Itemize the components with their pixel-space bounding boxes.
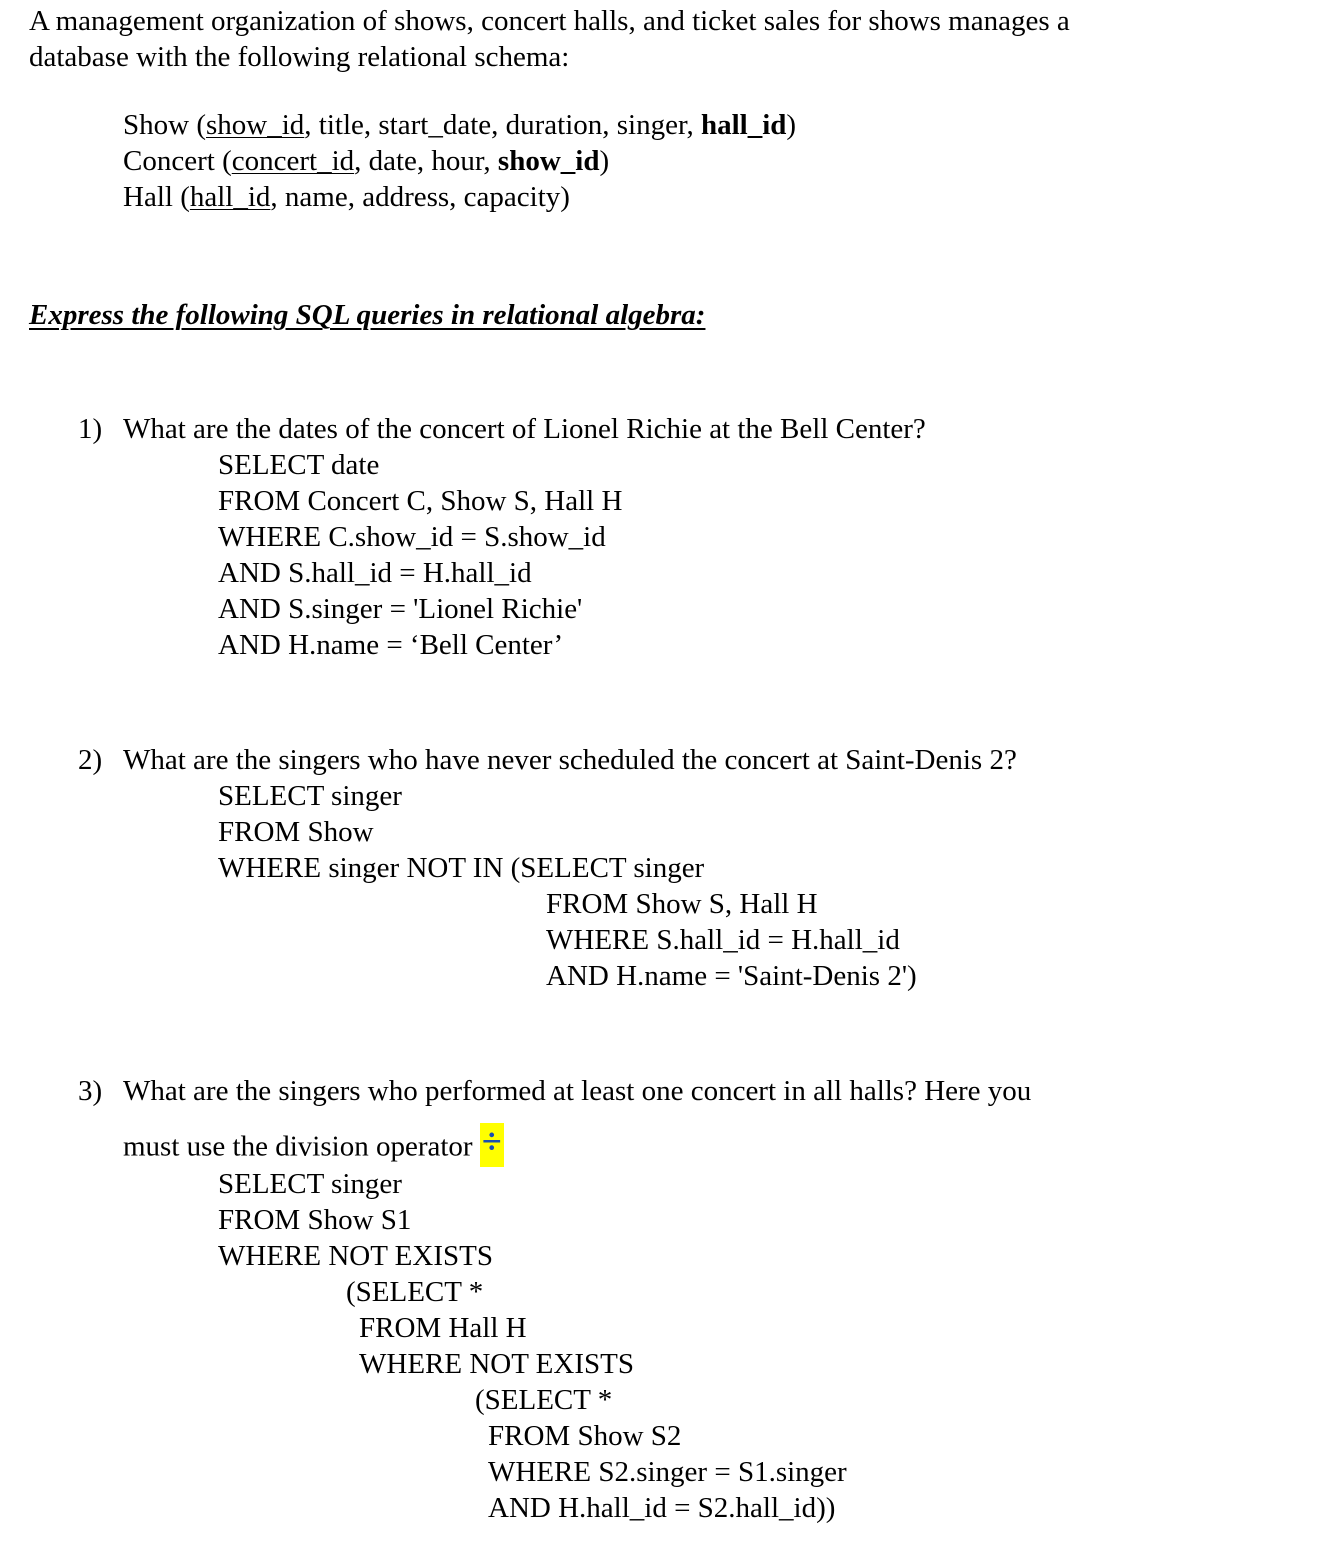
schema-concert-attributes: , date, hour, xyxy=(354,145,498,177)
q3-number: 3) xyxy=(78,1075,103,1107)
schema-concert-name: Concert xyxy=(123,145,215,177)
q2-sql-line: WHERE S.hall_id = H.hall_id xyxy=(546,924,900,956)
intro-line-1: A management organization of shows, concert halls, and ticket sales for shows manages a xyxy=(29,5,1070,37)
q3-sql-line: WHERE NOT EXISTS xyxy=(359,1348,634,1380)
schema-show-close: ) xyxy=(786,109,797,141)
schema-concert-open: ( xyxy=(214,145,232,177)
q3-question-line-2-text: must use the division operator xyxy=(123,1130,480,1163)
q1-number: 1) xyxy=(78,413,103,445)
q2-sql-line: WHERE singer NOT IN (SELECT singer xyxy=(218,852,705,884)
q3-sql-line: (SELECT * xyxy=(475,1384,613,1416)
schema-show-name: Show xyxy=(123,109,190,141)
q3-sql-line: AND H.hall_id = S2.hall_id)) xyxy=(488,1492,836,1524)
division-operator-icon: ÷ xyxy=(480,1123,504,1167)
q1-sql-line: SELECT date xyxy=(218,449,380,481)
q3-sql-line: WHERE S2.singer = S1.singer xyxy=(488,1456,847,1488)
schema-show-open: ( xyxy=(189,109,206,141)
schema-show xyxy=(123,107,796,143)
q3-sql-line: FROM Show S1 xyxy=(218,1204,412,1236)
schema-hall xyxy=(123,179,570,215)
q2-sql-line: SELECT singer xyxy=(218,780,402,812)
schema-concert-foreign-key: show_id xyxy=(497,145,600,177)
schema-concert-key: concert_id xyxy=(231,145,355,177)
q1-sql-line: AND S.hall_id = H.hall_id xyxy=(218,557,532,589)
schema-concert xyxy=(123,143,609,179)
schema-hall-name: Hall xyxy=(123,181,173,213)
schema-show-foreign-key: hall_id xyxy=(700,109,787,141)
q1-sql-line: FROM Concert C, Show S, Hall H xyxy=(218,485,623,517)
q3-sql-line: FROM Hall H xyxy=(359,1312,527,1344)
q2-sql-line: FROM Show S, Hall H xyxy=(546,888,818,920)
q2-question: What are the singers who have never scheduled the concert at Saint-Denis 2? xyxy=(123,744,1017,776)
q3-sql-line: (SELECT * xyxy=(346,1276,484,1308)
q1-sql-line: AND S.singer = 'Lionel Richie' xyxy=(218,593,583,625)
schema-show-key: show_id xyxy=(206,109,305,141)
schema-hall-attributes: , name, address, capacity) xyxy=(270,181,570,213)
schema-concert-close: ) xyxy=(599,145,610,177)
q1-sql-line: WHERE C.show_id = S.show_id xyxy=(218,521,606,553)
q3-question-line-2 xyxy=(123,1121,504,1163)
schema-show-attributes: , title, start_date, duration, singer, xyxy=(304,109,701,141)
q3-sql-line: SELECT singer xyxy=(218,1168,402,1200)
q3-sql-line: WHERE NOT EXISTS xyxy=(218,1240,493,1272)
section-heading: Express the following SQL queries in relational algebra: xyxy=(29,299,706,331)
q1-sql-line: AND H.name = ‘Bell Center’ xyxy=(218,629,564,661)
q1-question: What are the dates of the concert of Lionel Richie at the Bell Center? xyxy=(123,413,926,445)
q2-sql-line: FROM Show xyxy=(218,816,374,848)
q2-number: 2) xyxy=(78,744,103,776)
intro-line-2: database with the following relational schema: xyxy=(29,41,570,73)
q3-question-line-1: What are the singers who performed at least one concert in all halls? Here you xyxy=(123,1075,1032,1107)
schema-hall-key: hall_id xyxy=(189,181,271,213)
q2-sql-line: AND H.name = 'Saint-Denis 2') xyxy=(546,960,917,992)
schema-hall-open: ( xyxy=(172,181,190,213)
q3-sql-line: FROM Show S2 xyxy=(488,1420,682,1452)
